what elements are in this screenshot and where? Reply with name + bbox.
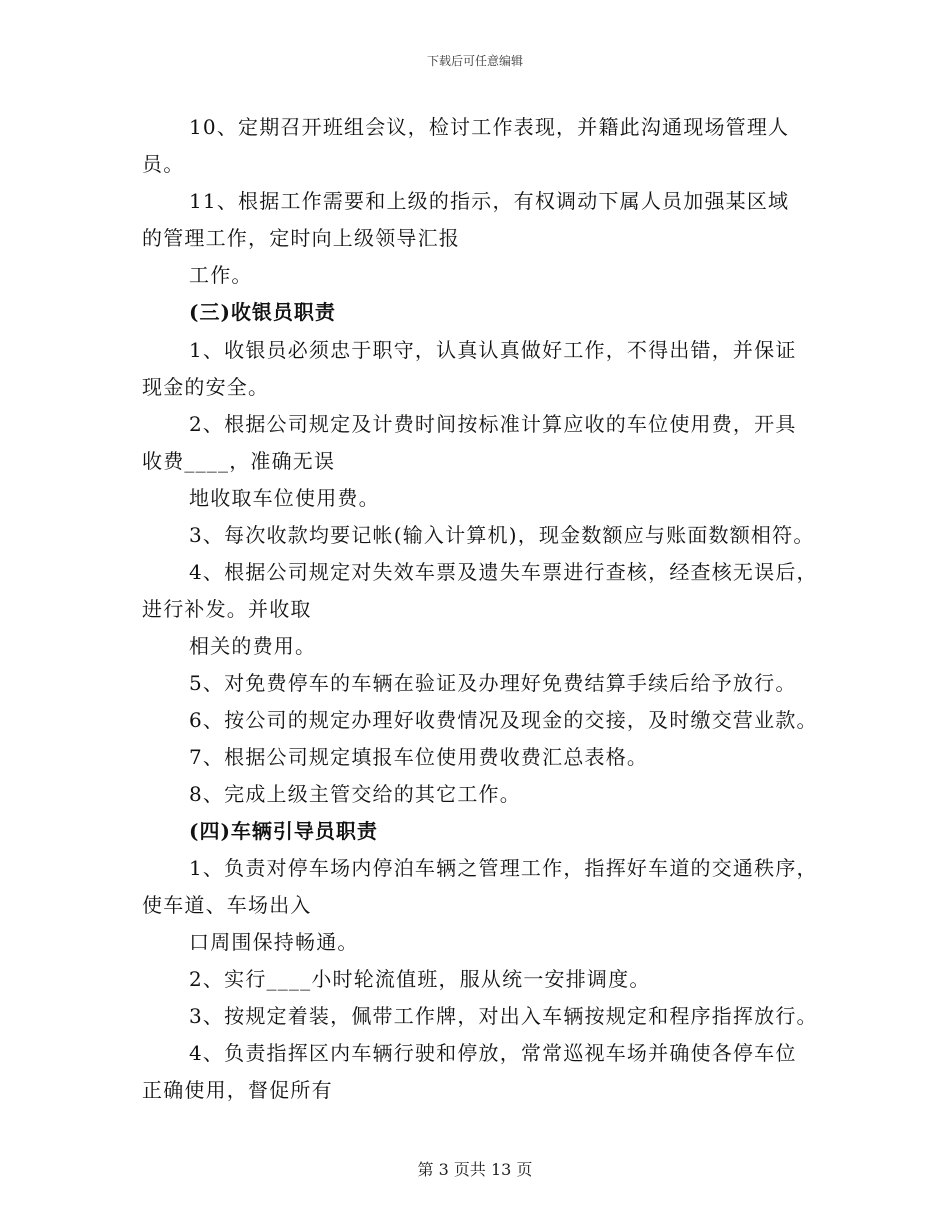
paragraph-line: 5、对免费停车的车辆在验证及办理好免费结算手续后给予放行。 (189, 671, 797, 695)
section-heading: (三)收银员职责 (189, 300, 336, 324)
paragraph-line: 2、根据公司规定及计费时间按标准计算应收的车位使用费，开具 (189, 412, 797, 436)
paragraph-line: 4、负责指挥区内车辆行驶和停放，常常巡视车场并确使各停车位 (189, 1041, 797, 1065)
paragraph-line: 相关的费用。 (189, 634, 317, 658)
paragraph-line: 正确使用，督促所有 (142, 1078, 333, 1102)
paragraph-line: 的管理工作，定时向上级领导汇报 (142, 226, 460, 250)
paragraph-line: 1、负责对停车场内停泊车辆之管理工作，指挥好车道的交通秩序， (189, 856, 818, 880)
paragraph-line: 口周围保持畅通。 (189, 930, 359, 954)
paragraph-line: 工作。 (189, 263, 253, 287)
page-footer: 第 3 页共 13 页 (417, 1160, 533, 1179)
paragraph-line: 11、根据工作需要和上级的指示，有权调动下属人员加强某区域 (189, 189, 790, 213)
paragraph-line: 10、定期召开班组会议，检讨工作表现，并籍此沟通现场管理人 (189, 115, 790, 139)
paragraph-line: 地收取车位使用费。 (189, 486, 380, 510)
paragraph-line: 收费____，准确无误 (142, 449, 336, 473)
paragraph-line: 7、根据公司规定填报车位使用费收费汇总表格。 (189, 745, 649, 769)
paragraph-line: 2、实行____小时轮流值班，服从统一安排调度。 (189, 967, 651, 991)
paragraph-line: 4、根据公司规定对失效车票及遗失车票进行查核，经查核无误后， (189, 560, 818, 584)
paragraph-line: 员。 (142, 152, 185, 176)
paragraph-line: 进行补发。并收取 (142, 597, 312, 621)
paragraph-line: 现金的安全。 (142, 375, 270, 399)
paragraph-line: 6、按公司的规定办理好收费情况及现金的交接，及时缴交营业款。 (189, 708, 818, 732)
section-heading: (四)车辆引导员职责 (189, 819, 378, 843)
paragraph-line: 3、按规定着装，佩带工作牌，对出入车辆按规定和程序指挥放行。 (189, 1004, 818, 1028)
page-header: 下载后可任意编辑 (426, 54, 523, 68)
paragraph-line: 8、完成上级主管交给的其它工作。 (189, 782, 521, 806)
paragraph-line: 使车道、车场出入 (142, 893, 312, 917)
paragraph-line: 1、收银员必须忠于职守，认真认真做好工作，不得出错，并保证 (189, 338, 797, 362)
paragraph-line: 3、每次收款均要记帐(输入计算机)，现金数额应与账面数额相符。 (189, 523, 815, 547)
